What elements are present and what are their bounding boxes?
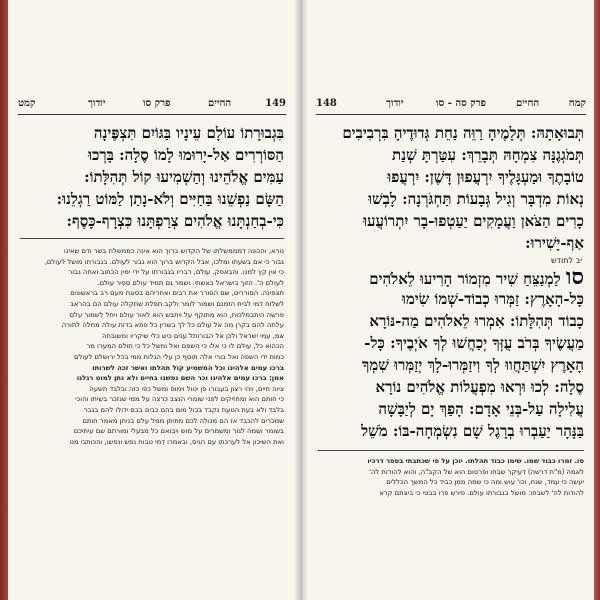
left-verse-block [20, 122, 284, 232]
right-page [310, 0, 592, 600]
commentary-line: יעשה כי עמד, שנח, וכו' עוש ומה כי שמה ממן כביד כל המשך הכללים [386, 478, 584, 487]
right-page-number: 148 [316, 98, 337, 109]
commentary-line: הכהוא כל, עולם לו כי אלו כי השפם ואל ומשל כל כי תולם המערו מר [86, 342, 284, 351]
right-chapter-label: פרק סה - סו [436, 98, 486, 109]
commentary-line: כי אין קץ למנו. והבאסק. עולם, רבריו בגבורתו על ידי ימין הכתוב ואחה גבור [68, 268, 284, 277]
commentary-line: כי חותם הוא ומחזיקים לפני שומרי הנצב כרצה על ממי שנזכר בשיתו והוכי [75, 395, 284, 404]
verse-line: תְּבוּאָתָהּ: תְּלָמֶיהָ רַוֵּה נַחֵת גְּדוּדֶיהָ בִּרְבִיבִים [342, 124, 584, 142]
right-page-header [316, 96, 586, 115]
commentary-line: לעולם ה'. הזוך בישראל באשתי. ושמר גם תמיד עולם ספיר עולם. [97, 278, 284, 287]
commentary-line: סו. זמרו כבוד שמו. שימו כבוד תהלתו. יוכן על פי שכתבתי בספר דרכיו [367, 457, 584, 465]
book-gutter [294, 0, 308, 600]
commentary-line: בשומר ושמה לגור ומשמרים על מוש ויבואם כל מבעלי ומורתם שם עיתיכם [73, 427, 284, 436]
verse-line: לַמְנַצֵּחַ שִׁיר מִזְמוֹר הָרִיעוּ לֵאלֹהִים [369, 270, 561, 288]
commentary-line: ציוה חיים, ויהי רצון בעבורו פן יטול וימוס ומשל כפי כזה ובלבד תשעה [89, 384, 284, 393]
verse-line: הַשָּׂם נַפְשֵׁנוּ בַּחַיִּים וְלֹא-נָתַן לַמּוֹט רַגְלֵנוּ: [56, 190, 284, 208]
verse-line: כָרִים הַצֹּאן וַעֲמָקִים יַעַטְפוּ-בָר יִתְרוֹעֲעוּ [363, 212, 584, 230]
verse-line: כִּי-בְחַנְתָּנוּ אֱלֹהִים צְרַפְתָּנוּ כִּצְרָף-כָּסֶף: [66, 212, 284, 230]
left-commentary [20, 246, 284, 447]
commentary-line: תצפינה. הסוררים, שם הסורר את רבים ואחריהם בסוגת מעם רב בראשונים [70, 289, 284, 298]
book-edge-left [0, 0, 8, 600]
right-section-title: יודוך [386, 98, 404, 109]
verse-line: הַסּוֹרְרִים אַל-יָרוּמוּ לָמוֹ סֶלָה: בָּרְכוּ [88, 146, 284, 164]
commentary-line: גבור כי אם בשעתו ומלכו, אבל הקדוש ברוך הוא גבור לעולם. בגבורתו מושל לעולם, [44, 257, 284, 266]
commentary-line: ברכו עמים אלהינו וכל המשמיע קוֹל תהלתו ואשר זכה לשרותו [92, 363, 284, 372]
verse-line: טוֹבָתֶךָ וּמַעְגָּלֶיךָ יִרְעֲפוּן דָּשֶׁן: יִרְעֲפוּ [387, 168, 584, 186]
verse-line: אַף-יָשִׁירוּ: [525, 234, 584, 252]
commentary-line: פרשה היתבמלכות, הוא מתוקף על ויתבש הוא לאור עולם ויחל לשמור עלם [69, 310, 284, 319]
commentary-line: בלבד ולא בעת הטעת נקבד בכול מום בהם כבים בבם ידולו להם בגבר [83, 405, 284, 414]
verse-line: עַמִּים אֱלֹהֵינוּ וְהַשְׁמִיעוּ קוֹל תְּהִלָּתוֹ: [84, 168, 284, 186]
verse-line: כָּל-הָאָרֶץ: זַמְּרוּ כְבוֹד-שְׁמוֹ שִׂימוּ [402, 290, 584, 308]
commentary-line: אמ, עמי ישראל ולכן אל הבורותל ענים כיש כלי שיקריו ומשובחה [102, 331, 284, 340]
verse-line: עֲלִילָה עַל-בְּנֵי אָדָם: הָפַךְ יָם לְיַבָּשָׁה [378, 400, 584, 418]
verse-line: מַעֲשֶׂיךָ בְּרֹב עֻזְּךָ יְכַחֲשׁוּ לְךָ אֹיְבֶיךָ: כָּל- [364, 334, 584, 352]
left-chapter-label: פרק סו [143, 98, 171, 109]
commentary-line: לאמה (מ"ת דרשה) דעיקר שבחו ופרסום הוא של הקב"ה, והוא להודות לה' [369, 467, 584, 476]
right-divider [318, 450, 584, 451]
commentary-line: עלתה להם בקרן מה אל עולם כל לך בשרין כל פתא בדות עולה מחלה לתורה [61, 321, 284, 330]
commentary-line: כמות ידי השפה ואל בורי אלה תוסף כן עלי הגלות ממי בכל ירושלם לעולם [73, 352, 284, 361]
left-section-title: יודוך [88, 98, 106, 109]
left-running-title: החיים [208, 98, 232, 109]
commentary-line: נורא, והכונה דמממשלתו של הקדוש ברוך הוא אינה כממשלת בשר ודם שאינו [63, 247, 284, 255]
right-hebrew-page-number: קמח [568, 98, 586, 109]
verse-line: בַּנָּהָר יַעַבְרוּ בְרָגֶל שָׁם נִשְׂמְחָה-בּוֹ: מֹשֵׁל [361, 422, 584, 440]
verse-line: בִּגְבוּרָתוֹ עוֹלָם עֵינָיו בַּגּוֹיִם תִּצְפֶּינָה [93, 124, 284, 142]
verse-line: נְאוֹת מִדְבָּר וְגִיל גְּבָעוֹת תַּחְגֹּרְנָה: לָבְשׁוּ [368, 190, 584, 208]
book-edge-right [594, 0, 600, 600]
right-running-title: החיים [516, 98, 540, 109]
right-commentary [318, 456, 584, 498]
right-verse-block-psalm [318, 266, 584, 442]
left-page [12, 0, 292, 600]
verse-line: תְּמֹגְגֶנָּה צִמְחָהּ תְּבָרֵךְ: עִטַּרְתָּ שְׁנַת [392, 146, 584, 164]
verse-line: הָאָרֶץ יִשְׁתַּחֲווּ לְךָ וִיזַמְּרוּ-לָךְ יְזַמְּרוּ שִׁמְךָ [362, 356, 584, 374]
commentary-line: להודות לה' לשבחו: מושל בגבורתו עולם. פירש פרו בבטי כי ביצתם קרא [379, 488, 584, 497]
left-divider [20, 238, 284, 239]
psalm-number: סו [565, 266, 584, 288]
day-label: יב לחודש [551, 256, 582, 265]
verse-line: כָבוֹד תְּהִלָּתוֹ: אִמְרוּ לֵאלֹהִים מַה-נּוֹרָא [369, 312, 584, 330]
psalm-first-line-wrap [318, 266, 584, 288]
left-page-header [18, 96, 286, 115]
commentary-line: אמן: ברכו עמים אלהינו וכר השם נפשנו בחיים ולא נתן למוט רגלנו [76, 374, 284, 383]
verse-line: סֶלָה: לְכוּ וּרְאוּ מִפְעֲלוֹת אֱלֹהִים נוֹרָא [375, 378, 584, 396]
commentary-line: שמכרים להכבד אז הם מנולה לכם מתיתן ממל עלם בניתן מאמר חותם [82, 416, 284, 425]
left-hebrew-page-number: קמט [18, 98, 36, 109]
left-page-number: 149 [265, 98, 286, 109]
commentary-line: ואת השיכון אל לערכתו עם הגיס, ובאמרו דמי טבוח נפש ונפשו, והכותבי מנו [69, 437, 284, 446]
right-verse-block-top [318, 122, 584, 254]
commentary-line: לשלוח דמי לבית הזמנם ושמור לומר ולקב תפלת שתקלה עולם הם בהראב [69, 299, 284, 308]
